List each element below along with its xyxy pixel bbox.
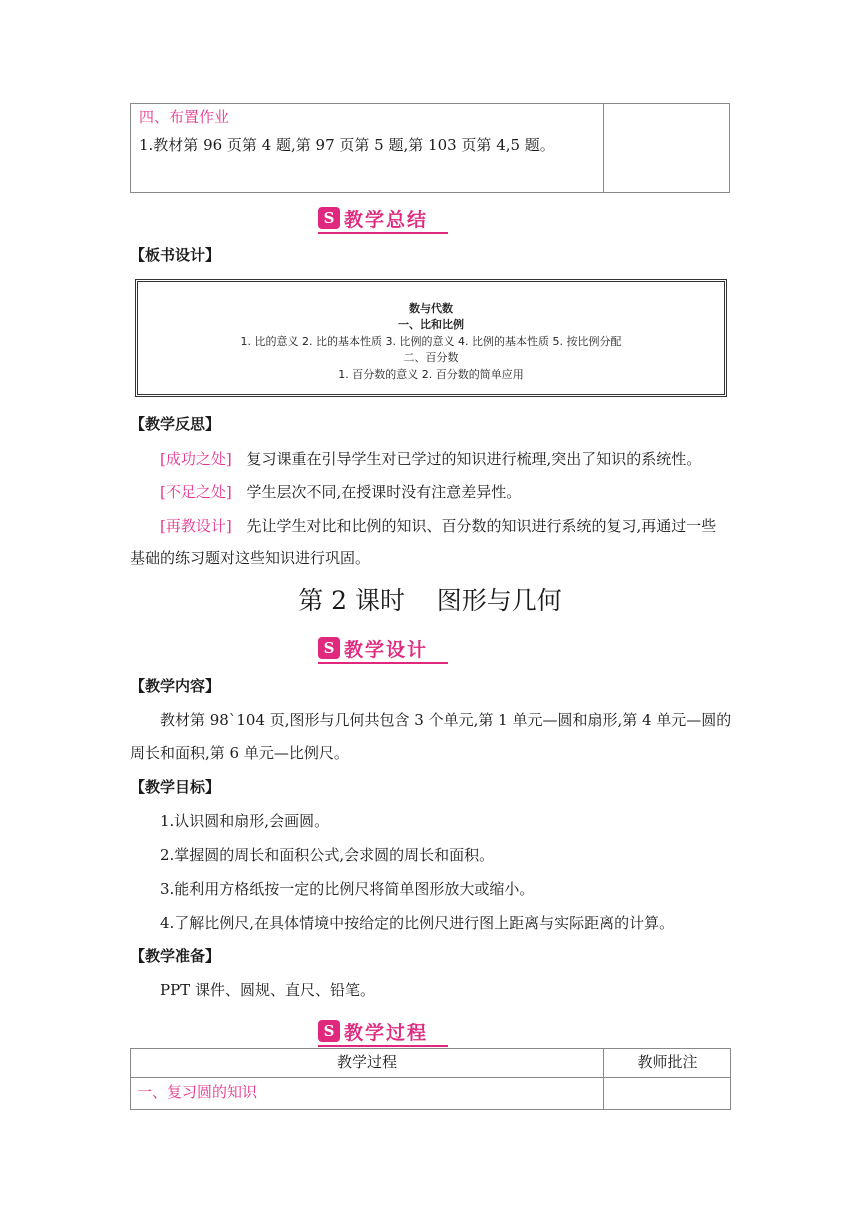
board-items-1: 1. 比的意义 2. 比的基本性质 3. 比例的意义 4. 比例的基本性质 5. 按比例分配 xyxy=(240,335,622,348)
redesign-text-1: 先让学生对比和比例的知识、百分数的知识进行系统的复习,再通过一些 xyxy=(246,517,717,535)
preparation-text: PPT 课件、圆规、直尺、铅笔。 xyxy=(160,981,375,999)
reflection-lack xyxy=(160,482,521,502)
notes-col-header: 教师批注 xyxy=(637,1053,698,1071)
summary-banner-text: 教学总结 xyxy=(344,208,429,231)
process-table xyxy=(130,1048,731,1110)
success-text: 复习课重在引导学生对已学过的知识进行梳理,突出了知识的系统性。 xyxy=(246,450,702,468)
homework-heading: 四、布置作业 xyxy=(139,108,230,126)
board-title: 数与代数 xyxy=(409,302,453,315)
lesson-title: 第 2 课时 图形与几何 xyxy=(298,586,562,615)
homework-item: 1.教材第 96 页第 4 题,第 97 页第 5 题,第 103 页第 4,5 题。 xyxy=(139,136,555,154)
reflection-success xyxy=(160,449,701,469)
board-design-box xyxy=(135,279,727,397)
homework-table xyxy=(130,103,730,193)
lack-tag: [不足之处] xyxy=(160,483,232,501)
content-label: 【教学内容】 xyxy=(130,677,221,695)
design-banner-text: 教学设计 xyxy=(344,638,429,661)
objective-item: 3.能利用方格纸按一定的比例尺将简单图形放大或缩小。 xyxy=(160,880,535,898)
lack-text: 学生层次不同,在授课时没有注意差异性。 xyxy=(246,483,522,501)
board-design-label: 【板书设计】 xyxy=(130,246,221,264)
redesign-text-2: 基础的练习题对这些知识进行巩固。 xyxy=(130,549,371,567)
redesign-tag: [再教设计] xyxy=(160,517,232,535)
process-row-1: 一、复习圆的知识 xyxy=(137,1083,258,1101)
swirl-logo-icon: S xyxy=(318,637,340,659)
board-items-2: 1. 百分数的意义 2. 百分数的简单应用 xyxy=(338,368,524,381)
design-banner xyxy=(318,635,448,661)
content-line-1: 教材第 98`104 页,图形与几何共包含 3 个单元,第 1 单元—圆和扇形,第 4 单元—圆的 xyxy=(160,711,732,729)
board-subtitle-2: 二、百分数 xyxy=(403,351,459,364)
table-divider xyxy=(603,104,604,192)
preparation-label: 【教学准备】 xyxy=(130,947,221,965)
success-tag: [成功之处] xyxy=(160,450,232,468)
objective-item: 4.了解比例尺,在具体情境中按给定的比例尺进行图上距离与实际距离的计算。 xyxy=(160,914,675,932)
banner-underline xyxy=(318,1045,448,1047)
banner-underline xyxy=(318,662,448,664)
process-banner-text: 教学过程 xyxy=(344,1021,429,1044)
process-col-header: 教学过程 xyxy=(336,1053,397,1071)
swirl-logo-icon: S xyxy=(318,207,340,229)
content-line-2: 周长和面积,第 6 单元—比例尺。 xyxy=(130,744,349,762)
objective-item: 2.掌握圆的周长和面积公式,会求圆的周长和面积。 xyxy=(160,846,495,864)
objectives-label: 【教学目标】 xyxy=(130,778,221,796)
reflection-redesign xyxy=(160,516,716,536)
objective-item: 1.认识圆和扇形,会画圆。 xyxy=(160,812,330,830)
reflection-label: 【教学反思】 xyxy=(130,415,221,433)
table-divider xyxy=(131,1077,730,1078)
process-banner xyxy=(318,1018,448,1044)
swirl-logo-icon: S xyxy=(318,1020,340,1042)
board-subtitle-1: 一、比和比例 xyxy=(398,318,464,331)
banner-underline xyxy=(318,232,448,234)
summary-banner xyxy=(318,205,448,231)
